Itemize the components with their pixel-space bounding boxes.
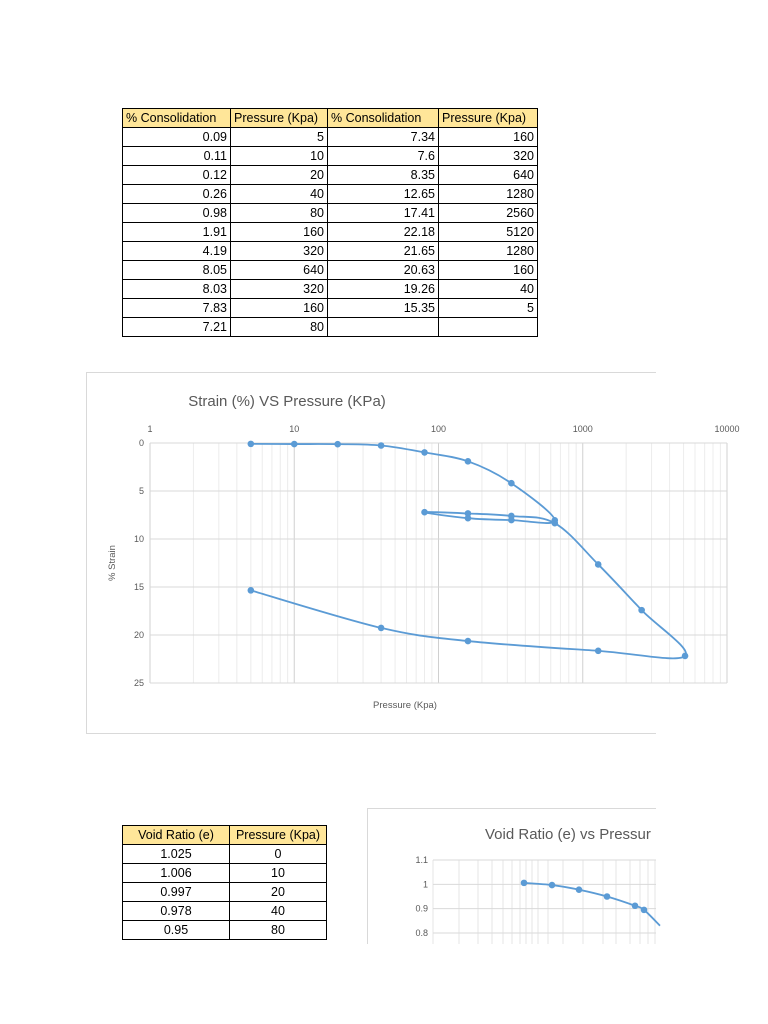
y-tick-label: 15	[133, 582, 144, 592]
table-cell	[328, 318, 439, 337]
table-cell: 0	[230, 845, 327, 864]
table-cell: 80	[231, 318, 328, 337]
table-cell: 10	[230, 864, 327, 883]
table-row	[123, 921, 327, 940]
table-cell: 1.91	[123, 223, 231, 242]
y-tick-label: 5	[138, 486, 144, 496]
table-cell: 20	[230, 883, 327, 902]
table-cell: 0.95	[123, 921, 230, 940]
table-cell: 7.34	[328, 128, 439, 147]
table-cell: 5	[439, 299, 538, 318]
x-tick-label: 10000	[714, 424, 740, 434]
table-row	[123, 318, 538, 337]
data-point	[465, 510, 472, 517]
x-tick-label: 100	[430, 424, 447, 434]
page-bottom	[0, 944, 768, 1024]
table-cell: 0.11	[123, 147, 231, 166]
table-body	[123, 845, 327, 940]
table-cell: 40	[231, 185, 328, 204]
table-cell: 1280	[439, 185, 538, 204]
table-row	[123, 299, 538, 318]
table-cell: 7.83	[123, 299, 231, 318]
data-point	[334, 441, 341, 448]
table-row	[123, 883, 327, 902]
data-point	[638, 607, 645, 614]
table-cell: 320	[439, 147, 538, 166]
header-cell: Pressure (Kpa)	[231, 109, 328, 128]
data-point	[465, 458, 472, 465]
y-tick-label: 0	[138, 438, 144, 448]
data-point	[378, 625, 385, 632]
table-row	[123, 280, 538, 299]
table-header-row	[123, 109, 538, 128]
table-cell: 40	[439, 280, 538, 299]
table-cell: 20	[231, 166, 328, 185]
table-row	[123, 147, 538, 166]
void-ratio-table	[122, 825, 327, 940]
header-cell: Pressure (Kpa)	[439, 109, 538, 128]
data-point	[378, 442, 385, 449]
table-cell: 320	[231, 242, 328, 261]
chart-title: Void Ratio (e) vs Pressur	[485, 826, 651, 843]
table-row	[123, 166, 538, 185]
table-row	[123, 242, 538, 261]
table-row	[123, 128, 538, 147]
table-cell: 7.6	[328, 147, 439, 166]
data-point	[632, 902, 639, 909]
table-cell: 0.26	[123, 185, 231, 204]
consolidation-table	[122, 108, 538, 337]
header-cell: Void Ratio (e)	[123, 826, 230, 845]
table-cell: 10	[231, 147, 328, 166]
table-cell	[439, 318, 538, 337]
data-point	[248, 441, 255, 448]
table-row	[123, 864, 327, 883]
table-cell: 1.006	[123, 864, 230, 883]
table-cell: 80	[231, 204, 328, 223]
y-tick-label: 10	[133, 534, 144, 544]
table-cell: 0.12	[123, 166, 231, 185]
data-point	[604, 893, 611, 900]
y-tick-label: 0.8	[415, 928, 428, 938]
data-point	[291, 441, 298, 448]
header-cell: Pressure (Kpa)	[230, 826, 327, 845]
table-cell: 160	[231, 223, 328, 242]
x-tick-label: 1000	[572, 424, 593, 434]
table-cell: 80	[230, 921, 327, 940]
table-cell: 0.997	[123, 883, 230, 902]
x-tick-label: 10	[289, 424, 300, 434]
table-cell: 0.98	[123, 204, 231, 223]
table-cell: 15.35	[328, 299, 439, 318]
table-cell: 40	[230, 902, 327, 921]
table-row	[123, 845, 327, 864]
table-cell: 8.03	[123, 280, 231, 299]
data-point	[465, 638, 472, 645]
table-cell: 160	[439, 128, 538, 147]
table-cell: 1.025	[123, 845, 230, 864]
table-cell: 320	[231, 280, 328, 299]
table-row	[123, 185, 538, 204]
table-cell: 640	[439, 166, 538, 185]
void-ratio-svg	[368, 809, 656, 949]
table-cell: 7.21	[123, 318, 231, 337]
table-row	[123, 902, 327, 921]
table-cell: 12.65	[328, 185, 439, 204]
data-point	[508, 480, 515, 487]
table-cell: 1280	[439, 242, 538, 261]
y-tick-label: 1.1	[415, 855, 428, 865]
header-cell: % Consolidation	[123, 109, 231, 128]
table-cell: 160	[439, 261, 538, 280]
data-point	[576, 886, 583, 893]
table-cell: 5120	[439, 223, 538, 242]
table-cell: 5	[231, 128, 328, 147]
table-cell: 21.65	[328, 242, 439, 261]
series-line	[251, 444, 686, 658]
table-cell: 640	[231, 261, 328, 280]
strain-pressure-svg	[87, 373, 740, 733]
header-cell: % Consolidation	[328, 109, 439, 128]
table-row	[123, 261, 538, 280]
table-body	[123, 128, 538, 337]
table-cell: 0.09	[123, 128, 231, 147]
y-axis-label: % Strain	[107, 545, 118, 581]
table-row	[123, 223, 538, 242]
table-cell: 0.978	[123, 902, 230, 921]
data-point	[551, 520, 558, 527]
table-cell: 8.35	[328, 166, 439, 185]
data-point	[641, 907, 648, 914]
data-point	[248, 587, 255, 594]
table-header-row	[123, 826, 327, 845]
table-cell: 4.19	[123, 242, 231, 261]
data-point	[508, 513, 515, 520]
table-cell: 2560	[439, 204, 538, 223]
table-cell: 8.05	[123, 261, 231, 280]
data-point	[521, 880, 528, 887]
table-cell: 160	[231, 299, 328, 318]
chart-title: Strain (%) VS Pressure (KPa)	[188, 393, 386, 410]
table-cell: 20.63	[328, 261, 439, 280]
void-ratio-chart	[367, 808, 656, 949]
table-cell: 17.41	[328, 204, 439, 223]
data-point	[595, 561, 602, 568]
y-tick-label: 0.9	[415, 903, 428, 914]
y-tick-label: 25	[133, 678, 144, 688]
data-point	[595, 648, 602, 655]
data-point	[421, 509, 428, 516]
table-cell: 22.18	[328, 223, 439, 242]
data-point	[549, 882, 556, 889]
x-tick-label: 1	[147, 424, 153, 434]
table-row	[123, 204, 538, 223]
x-axis-label: Pressure (Kpa)	[373, 700, 437, 711]
data-point	[682, 653, 689, 660]
data-point	[421, 449, 428, 456]
table-cell: 19.26	[328, 280, 439, 299]
strain-pressure-chart	[86, 372, 740, 734]
y-tick-label: 1	[422, 879, 428, 890]
y-tick-label: 20	[133, 630, 144, 640]
